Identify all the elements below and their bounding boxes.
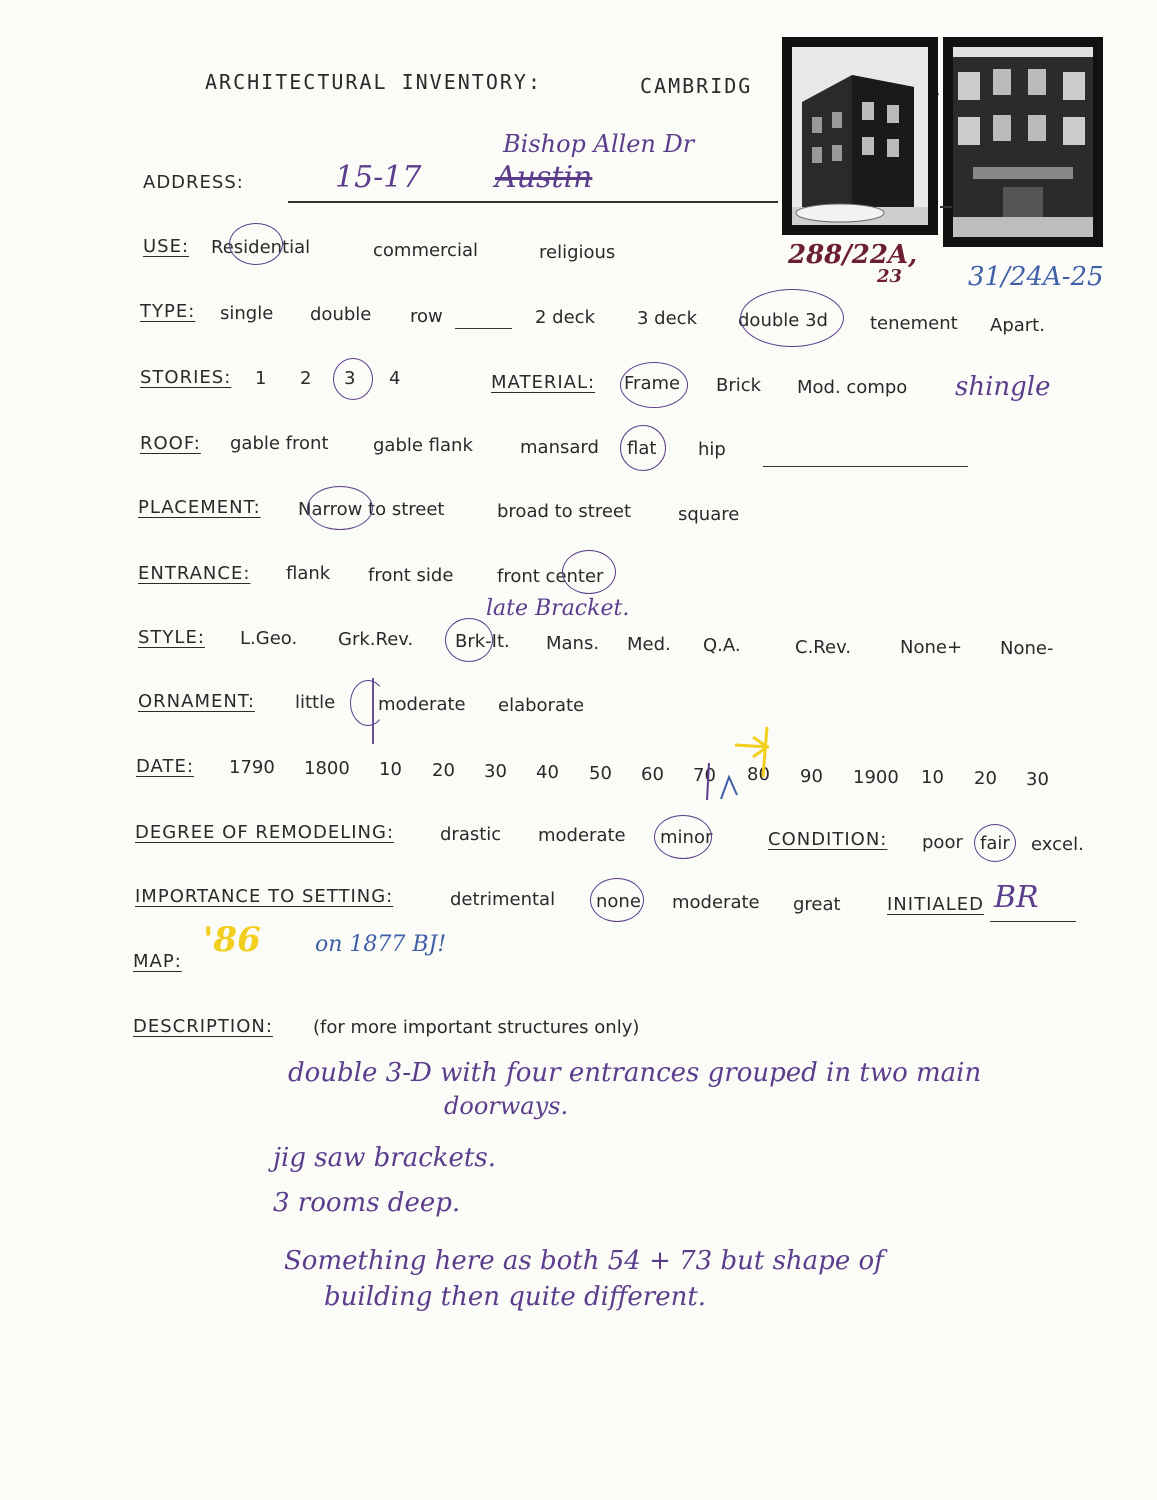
use-label: USE: — [143, 236, 190, 257]
condition-label: CONDITION: — [768, 829, 888, 850]
style-option-c-rev: C.Rev. — [795, 637, 852, 658]
description-line-6: building then quite different. — [324, 1282, 707, 1312]
initialed-label: INITIALED — [887, 894, 984, 915]
roof-label: ROOF: — [140, 433, 201, 454]
placement-option-square: square — [678, 504, 740, 525]
type-blank-line — [455, 328, 512, 329]
building-photo-2 — [943, 37, 1103, 247]
ornament-option-moderate: moderate — [378, 694, 466, 715]
description-line-4: 3 rooms deep. — [273, 1188, 461, 1218]
use-selection-circle — [229, 223, 283, 265]
style-option-none-minus: None- — [1000, 638, 1054, 659]
material-option-frame: Frame — [624, 373, 681, 394]
importance-option-moderate: moderate — [672, 892, 760, 913]
condition-selection-circle — [974, 824, 1016, 862]
placement-option-broad: broad to street — [497, 501, 632, 522]
remodeling-option-drastic: drastic — [440, 824, 502, 845]
type-option-2-deck: 2 deck — [535, 307, 595, 328]
roof-blank-line — [763, 466, 968, 467]
importance-selection-circle — [590, 878, 644, 922]
date-option-1800: 1800 — [304, 758, 350, 779]
building-photo-2-image — [953, 47, 1093, 237]
type-selection-circle — [740, 289, 844, 347]
date-option-50: 50 — [589, 763, 612, 784]
date-option-10-b: 10 — [921, 767, 944, 788]
style-option-l-geo: L.Geo. — [240, 628, 298, 649]
date-option-30-b: 30 — [1026, 769, 1049, 790]
type-label: TYPE: — [140, 301, 196, 322]
entrance-option-front-center: front center — [497, 566, 604, 587]
description-line-3: jig saw brackets. — [273, 1143, 496, 1173]
entrance-option-flank: flank — [286, 563, 331, 584]
remodeling-label: DEGREE OF REMODELING: — [135, 822, 395, 843]
date-option-10: 10 — [379, 759, 402, 780]
style-option-mans: Mans. — [546, 633, 600, 654]
placement-selection-circle — [307, 486, 373, 530]
map-year-note: '86 — [203, 920, 261, 960]
stories-selection-circle — [333, 358, 373, 400]
date-option-1900: 1900 — [853, 767, 899, 788]
address-number: 15-17 — [335, 160, 422, 195]
ornament-label: ORNAMENT: — [138, 691, 255, 712]
roof-option-gable-front: gable front — [230, 433, 329, 454]
address-line-tail — [940, 206, 952, 208]
map-label: MAP: — [133, 951, 182, 972]
building-photo-1 — [782, 37, 938, 235]
form-city: CAMBRIDG — [640, 74, 753, 98]
photo-2-reference: 31/24A-25 — [968, 262, 1104, 292]
style-note: late Bracket. — [486, 596, 630, 621]
type-option-double-3d: double 3d — [738, 310, 828, 331]
map-note: on 1877 BJ! — [315, 932, 447, 957]
remodeling-option-minor: minor — [660, 827, 713, 848]
condition-option-fair: fair — [980, 833, 1010, 854]
photo-1-reference: 288/22A, — [788, 240, 918, 270]
date-option-80: 80 — [747, 764, 770, 785]
style-option-brk-it: Brk-It. — [455, 631, 510, 652]
condition-option-poor: poor — [922, 832, 963, 853]
material-option-brick: Brick — [716, 375, 762, 396]
building-photo-1-image — [792, 47, 928, 225]
description-line-5: Something here as both 54 + 73 but shape of — [284, 1246, 884, 1276]
importance-option-detrimental: detrimental — [450, 889, 556, 910]
type-option-row: row — [410, 306, 443, 327]
date-option-1790: 1790 — [229, 757, 275, 778]
style-option-med: Med. — [627, 634, 671, 655]
roof-selection-circle — [620, 425, 666, 471]
use-option-commercial: commercial — [373, 240, 478, 261]
type-option-tenement: tenement — [870, 313, 958, 334]
style-label: STYLE: — [138, 627, 205, 648]
type-option-3-deck: 3 deck — [637, 308, 697, 329]
style-selection-circle — [445, 618, 493, 662]
date-option-20-b: 20 — [974, 768, 997, 789]
stories-option-3: 3 — [344, 368, 356, 389]
roof-option-mansard: mansard — [520, 437, 599, 458]
description-line-2: doorways. — [444, 1092, 569, 1120]
style-option-grk-rev: Grk.Rev. — [338, 629, 414, 650]
material-label: MATERIAL: — [491, 372, 596, 393]
description-hint: (for more important structures only) — [313, 1017, 640, 1038]
stories-option-4: 4 — [389, 368, 401, 389]
remodeling-selection-circle — [654, 815, 712, 859]
date-label: DATE: — [136, 756, 194, 777]
description-label: DESCRIPTION: — [133, 1016, 273, 1037]
use-option-religious: religious — [539, 242, 616, 263]
date-option-70: 70 — [693, 765, 716, 786]
roof-option-flat: flat — [627, 438, 657, 459]
placement-option-narrow: Narrow to street — [298, 499, 445, 520]
ornament-pen-stroke — [366, 676, 380, 746]
material-option-mod-compo: Mod. compo — [797, 377, 908, 398]
style-option-none-plus: None+ — [900, 637, 963, 658]
importance-label: IMPORTANCE TO SETTING: — [135, 886, 394, 907]
ornament-option-elaborate: elaborate — [498, 695, 585, 716]
form-title: ARCHITECTURAL INVENTORY: — [205, 70, 542, 94]
ornament-option-little: little — [295, 692, 336, 713]
stories-option-1: 1 — [255, 368, 267, 389]
address-line — [288, 201, 778, 203]
condition-option-excel: excel. — [1031, 834, 1084, 855]
initialed-line — [990, 921, 1076, 922]
date-option-60: 60 — [641, 764, 664, 785]
entrance-label: ENTRANCE: — [138, 563, 251, 584]
address-street-corrected: Bishop Allen Dr — [503, 130, 695, 158]
type-option-single: single — [220, 303, 274, 324]
initialed-value: BR — [994, 880, 1039, 915]
material-selection-circle — [620, 362, 688, 408]
remodeling-option-moderate: moderate — [538, 825, 626, 846]
material-note: shingle — [955, 372, 1051, 402]
importance-option-great: great — [793, 894, 841, 915]
date-option-30: 30 — [484, 761, 507, 782]
roof-option-gable-flank: gable flank — [373, 435, 473, 456]
type-option-double: double — [310, 304, 372, 325]
date-marks — [697, 725, 787, 810]
address-label: ADDRESS: — [143, 172, 244, 193]
importance-option-none: none — [596, 891, 641, 912]
type-option-apart: Apart. — [990, 315, 1045, 336]
photo-1-reference-b: 23 — [877, 266, 903, 287]
entrance-option-front-side: front side — [368, 565, 454, 586]
stories-label: STORIES: — [140, 367, 232, 388]
stories-option-2: 2 — [300, 368, 312, 389]
entrance-selection-circle — [562, 550, 616, 594]
address-street-struck: Austin — [495, 160, 593, 195]
date-option-20: 20 — [432, 760, 455, 781]
roof-option-hip: hip — [698, 439, 726, 460]
placement-label: PLACEMENT: — [138, 497, 261, 518]
date-option-40: 40 — [536, 762, 559, 783]
description-line-1: double 3-D with four entrances grouped in two main — [288, 1058, 982, 1088]
date-option-90: 90 — [800, 766, 823, 787]
style-option-q-a: Q.A. — [703, 635, 741, 656]
use-option-residential: Residential — [211, 237, 311, 258]
